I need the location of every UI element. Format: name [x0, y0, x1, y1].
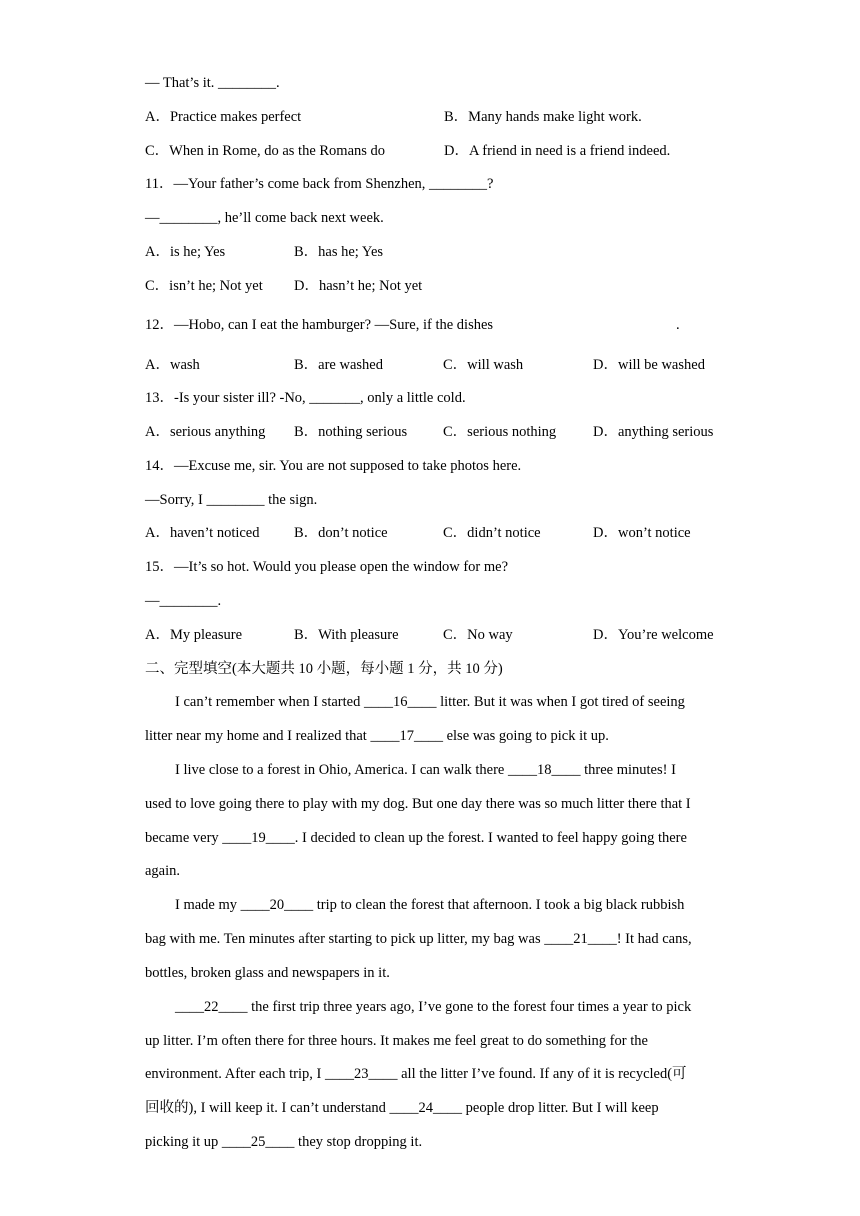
q11-option-b: B．has he; Yes [294, 244, 384, 260]
q15-stem: 15．—It’s so hot. Would you please open the window for me? [145, 559, 509, 575]
q10-stem: — That’s it. ________. [145, 75, 280, 91]
passage-line: became very ____19____. I decided to clean up the forest. I wanted to feel happy going there [145, 830, 687, 846]
q15-option-c: C．No way [443, 627, 513, 643]
q12-option-c: C．will wash [443, 357, 524, 373]
passage-line: ____22____ the first trip three years ago, I’ve gone to the forest four times a year to pick [175, 999, 692, 1015]
q14-option-d: D．won’t notice [593, 525, 691, 541]
passage-line: environment. After each trip, I ____23____ all the litter I’ve found. If any of it is recycled(可 [145, 1066, 687, 1082]
passage-line: 回收的), I will keep it. I can’t understand ____24____ people drop litter. But I will keep [145, 1100, 659, 1116]
q12-option-d: D．will be washed [593, 357, 705, 373]
q14-option-a: A．haven’t noticed [145, 525, 260, 541]
q12-option-a: A．wash [145, 357, 200, 373]
q13-option-a: A．serious anything [145, 424, 266, 440]
q15-option-d: D．You’re welcome [593, 627, 714, 643]
q11-option-c: C．isn’t he; Not yet [145, 278, 263, 294]
q14-option-b: B．don’t notice [294, 525, 388, 541]
q13-stem: 13．-Is your sister ill? -No, _______, only a little cold. [145, 390, 466, 406]
passage-line: bag with me. Ten minutes after starting to pick up litter, my bag was ____21____! It had cans, [145, 931, 692, 947]
q14-option-c: C．didn’t notice [443, 525, 541, 541]
q12-stem: 12．—Hobo, can I eat the hamburger? —Sure, if the dishes [145, 317, 494, 333]
passage-line: I can’t remember when I started ____16____ litter. But it was when I got tired of seeing [175, 694, 685, 710]
passage-line: I made my ____20____ trip to clean the forest that afternoon. I took a big black rubbish [175, 897, 685, 913]
q12-stem-end: . [676, 317, 680, 333]
passage-line: bottles, broken glass and newspapers in it. [145, 965, 390, 981]
q15-answer-line: —________. [145, 593, 222, 609]
q15-option-a: A．My pleasure [145, 627, 243, 643]
passage-line: used to love going there to play with my dog. But one day there was so much litter there that I [145, 796, 691, 812]
passage-line: up litter. I’m often there for three hours. It makes me feel great to do something for the [145, 1033, 648, 1049]
q13-option-d: D．anything serious [593, 424, 714, 440]
q13-option-b: B．nothing serious [294, 424, 408, 440]
q11-option-d: D．hasn’t he; Not yet [294, 278, 423, 294]
q11-stem: 11．—Your father’s come back from Shenzhen, ________? [145, 176, 494, 192]
q11-option-a: A．is he; Yes [145, 244, 226, 260]
passage-line: picking it up ____25____ they stop dropping it. [145, 1134, 423, 1150]
passage-line: I live close to a forest in Ohio, America. I can walk there ____18____ three minutes! I [175, 762, 676, 778]
q13-option-c: C．serious nothing [443, 424, 557, 440]
q10-option-a: A．Practice makes perfect [145, 109, 302, 125]
q14-stem: 14．—Excuse me, sir. You are not supposed to take photos here. [145, 458, 522, 474]
passage-line: again. [145, 863, 181, 879]
q10-option-b: B．Many hands make light work. [444, 109, 642, 125]
q10-option-d: D．A friend in need is a friend indeed. [444, 143, 671, 159]
section-heading: 二、完型填空(本大题共 10 小题，每小题 1 分，共 10 分) [145, 661, 503, 677]
q10-option-c: C．When in Rome, do as the Romans do [145, 143, 386, 159]
q12-option-b: B．are washed [294, 357, 383, 373]
q14-answer-line: —Sorry, I ________ the sign. [145, 492, 318, 508]
passage-line: litter near my home and I realized that ____17____ else was going to pick it up. [145, 728, 609, 744]
q15-option-b: B．With pleasure [294, 627, 399, 643]
q11-answer-line: —________, he’ll come back next week. [145, 210, 384, 226]
